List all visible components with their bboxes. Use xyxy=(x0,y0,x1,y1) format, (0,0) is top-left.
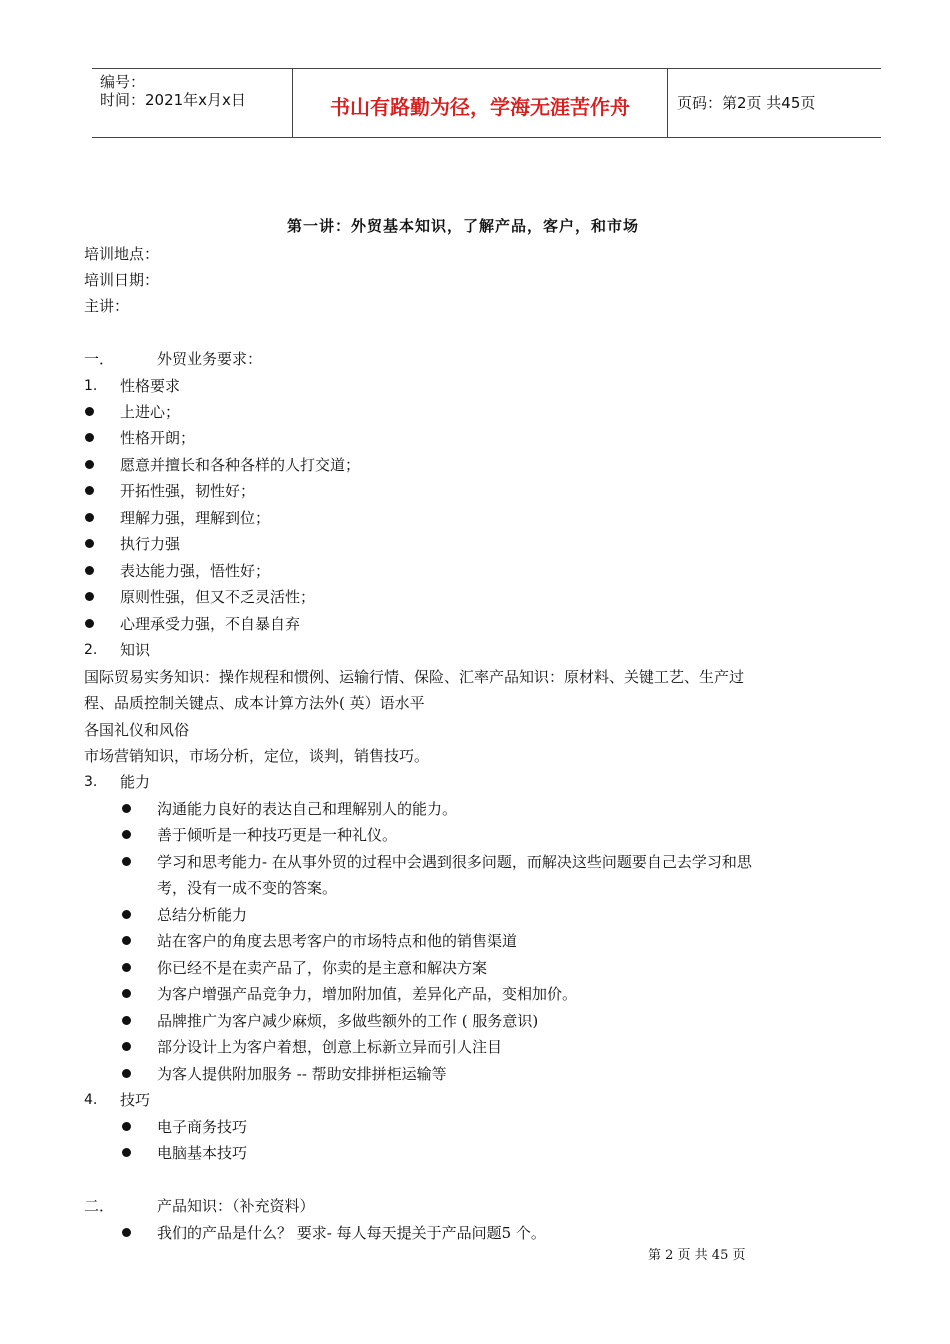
subsection-number: 2. xyxy=(84,642,98,658)
page-title: 第一讲：外贸基本知识，了解产品，客户，和市场 xyxy=(287,217,640,235)
bullet-icon xyxy=(85,539,94,548)
list-item: 站在客户的角度去思考客户的市场特点和他的销售渠道 xyxy=(157,932,518,950)
list-item: 原则性强，但又不乏灵活性； xyxy=(120,588,316,606)
training-date: 培训日期： xyxy=(84,271,160,289)
list-item: 沟通能力良好的表达自己和理解别人的能力。 xyxy=(157,800,458,818)
section-number: 一． xyxy=(84,350,115,368)
training-location: 培训地点： xyxy=(84,245,160,263)
subsection-title: 知识 xyxy=(120,641,151,659)
list-item: 你已经不是在卖产品了，你卖的是主意和解决方案 xyxy=(157,959,488,977)
bullet-icon xyxy=(85,566,94,575)
bullet-icon xyxy=(122,804,131,813)
knowledge-line: 市场营销知识，市场分析，定位，谈判，销售技巧。 xyxy=(84,747,430,765)
subsection-title: 能力 xyxy=(120,773,151,791)
bullet-icon xyxy=(122,1148,131,1157)
list-item: 电子商务技巧 xyxy=(157,1118,248,1136)
list-item: 为客人提供附加服务 -- 帮助安排拼柜运输等 xyxy=(157,1065,447,1083)
bullet-icon xyxy=(122,1228,131,1237)
header-page-label: 页码：第2页 共45页 xyxy=(677,94,816,112)
motto: 书山有路勤为径，学海无涯苦作舟 xyxy=(330,95,630,119)
list-item: 善于倾听是一种技巧更是一种礼仪。 xyxy=(157,826,398,844)
bullet-icon xyxy=(122,830,131,839)
list-item: 执行力强 xyxy=(120,535,181,553)
list-item: 学习和思考能力- 在从事外贸的过程中会遇到很多问题，而解决这些问题要自己去学习和思 xyxy=(157,853,752,871)
bullet-icon xyxy=(85,407,94,416)
subsection-number: 3. xyxy=(84,774,98,790)
bullet-icon xyxy=(122,936,131,945)
bullet-icon xyxy=(85,433,94,442)
knowledge-line: 国际贸易实务知识：操作规程和惯例、运输行情、保险、汇率产品知识：原材料、关键工艺、生产过 xyxy=(84,668,745,686)
subsection-number: 4. xyxy=(84,1092,98,1108)
subsection-title: 性格要求 xyxy=(120,377,181,395)
subsection-number: 1. xyxy=(84,378,98,394)
time-label: 时间：2021年x月x日 xyxy=(100,91,246,109)
section-title: 外贸业务要求： xyxy=(157,350,263,368)
list-item-continuation: 考，没有一成不变的答案。 xyxy=(157,879,338,897)
bullet-icon xyxy=(122,1069,131,1078)
list-item: 为客户增强产品竞争力，增加附加值，差异化产品，变相加价。 xyxy=(157,985,578,1003)
list-item: 我们的产品是什么？ 要求- 每人每天提关于产品问题5 个。 xyxy=(157,1224,546,1242)
bullet-icon xyxy=(122,910,131,919)
list-item: 心理承受力强，不自暴自弃 xyxy=(120,615,301,633)
section-number: 二． xyxy=(84,1197,115,1215)
knowledge-line: 各国礼仪和风俗 xyxy=(84,721,190,739)
section-title: 产品知识：（补充资料） xyxy=(157,1197,315,1215)
list-item: 上进心； xyxy=(120,403,181,421)
bullet-icon xyxy=(85,460,94,469)
list-item: 理解力强，理解到位； xyxy=(120,509,271,527)
number-label: 编号： xyxy=(100,73,146,91)
bullet-icon xyxy=(85,513,94,522)
bullet-icon xyxy=(122,989,131,998)
bullet-icon xyxy=(85,592,94,601)
list-item: 表达能力强，悟性好； xyxy=(120,562,271,580)
bullet-icon xyxy=(122,963,131,972)
list-item: 电脑基本技巧 xyxy=(157,1144,248,1162)
list-item: 开拓性强，韧性好； xyxy=(120,482,256,500)
bullet-icon xyxy=(122,1042,131,1051)
bullet-icon xyxy=(122,1016,131,1025)
bullet-icon xyxy=(122,1122,131,1131)
bullet-icon xyxy=(85,619,94,628)
bullet-icon xyxy=(122,857,131,866)
page-footer: 第 2 页 共 45 页 xyxy=(648,1248,746,1263)
speaker: 主讲： xyxy=(84,297,130,315)
knowledge-line: 程、品质控制关键点、成本计算方法外( 英）语水平 xyxy=(84,694,425,712)
bullet-icon xyxy=(85,486,94,495)
list-item: 部分设计上为客户着想，创意上标新立异而引人注目 xyxy=(157,1038,503,1056)
list-item: 愿意并擅长和各种各样的人打交道； xyxy=(120,456,361,474)
list-item: 品牌推广为客户减少麻烦，多做些额外的工作 ( 服务意识) xyxy=(157,1012,539,1030)
list-item: 总结分析能力 xyxy=(157,906,248,924)
list-item: 性格开朗； xyxy=(120,429,196,447)
subsection-title: 技巧 xyxy=(120,1091,151,1109)
